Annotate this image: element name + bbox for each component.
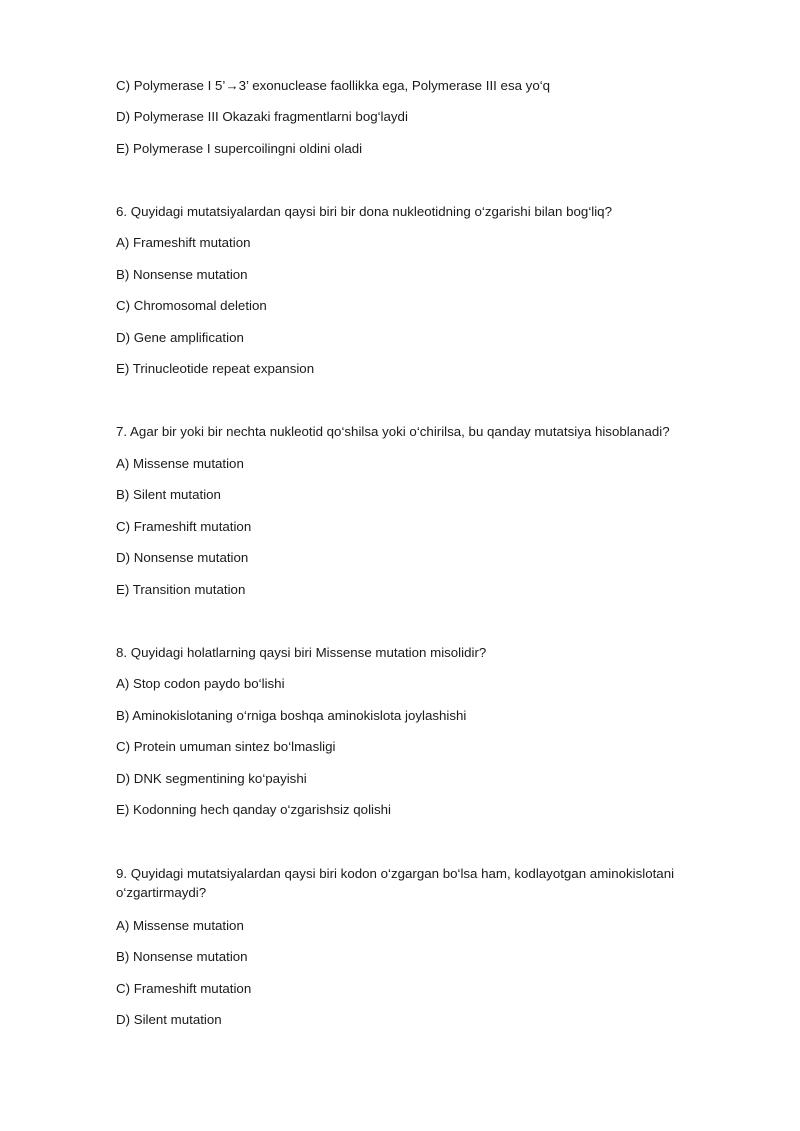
q8-option-a: A) Stop codon paydo bo‘lishi: [116, 676, 285, 691]
q6-option-a: A) Frameshift mutation: [116, 235, 251, 250]
question-8: 8. Quyidagi holatlarning qaysi biri Missense mutation misolidir?: [116, 645, 487, 660]
prev-option-d: D) Polymerase III Okazaki fragmentlarni bog‘laydi: [116, 109, 408, 124]
q8-option-c: C) Protein umuman sintez bo‘lmasligi: [116, 739, 336, 754]
q7-option-b: B) Silent mutation: [116, 487, 221, 502]
question-9: 9. Quyidagi mutatsiyalardan qaysi biri kodon o‘zgargan bo‘lsa ham, kodlayotgan aminokislotani o‘zgartirmaydi?: [116, 866, 675, 900]
q6-option-c: C) Chromosomal deletion: [116, 298, 267, 313]
q8-option-b: B) Aminokislotaning o‘rniga boshqa aminokislota joylashishi: [116, 708, 467, 723]
q6-option-b: B) Nonsense mutation: [116, 267, 248, 282]
q8-option-e: E) Kodonning hech qanday o‘zgarishsiz qolishi: [116, 802, 391, 817]
q7-option-d: D) Nonsense mutation: [116, 550, 249, 565]
q7-option-e: E) Transition mutation: [116, 582, 246, 597]
question-7: 7. Agar bir yoki bir nechta nukleotid qo‘shilsa yoki o‘chirilsa, bu qanday mutatsiya hisoblanadi?: [116, 424, 670, 439]
question-6: 6. Quyidagi mutatsiyalardan qaysi biri bir dona nukleotidning o‘zgarishi bilan bog‘liq?: [116, 204, 612, 219]
prev-option-e: E) Polymerase I supercoilingni oldini oladi: [116, 141, 363, 156]
q6-option-e: E) Trinucleotide repeat expansion: [116, 361, 315, 376]
q6-option-d: D) Gene amplification: [116, 330, 244, 345]
q9-option-b: B) Nonsense mutation: [116, 949, 248, 964]
q9-option-a: A) Missense mutation: [116, 918, 244, 933]
q7-option-c: C) Frameshift mutation: [116, 519, 252, 534]
q7-option-a: A) Missense mutation: [116, 456, 244, 471]
q8-option-d: D) DNK segmentining ko‘payishi: [116, 771, 307, 786]
q9-option-c: C) Frameshift mutation: [116, 981, 252, 996]
prev-option-c: C) Polymerase I 5’→3’ exonuclease faollikka ega, Polymerase III esa yo‘q: [116, 78, 551, 93]
q9-option-d: D) Silent mutation: [116, 1012, 222, 1027]
